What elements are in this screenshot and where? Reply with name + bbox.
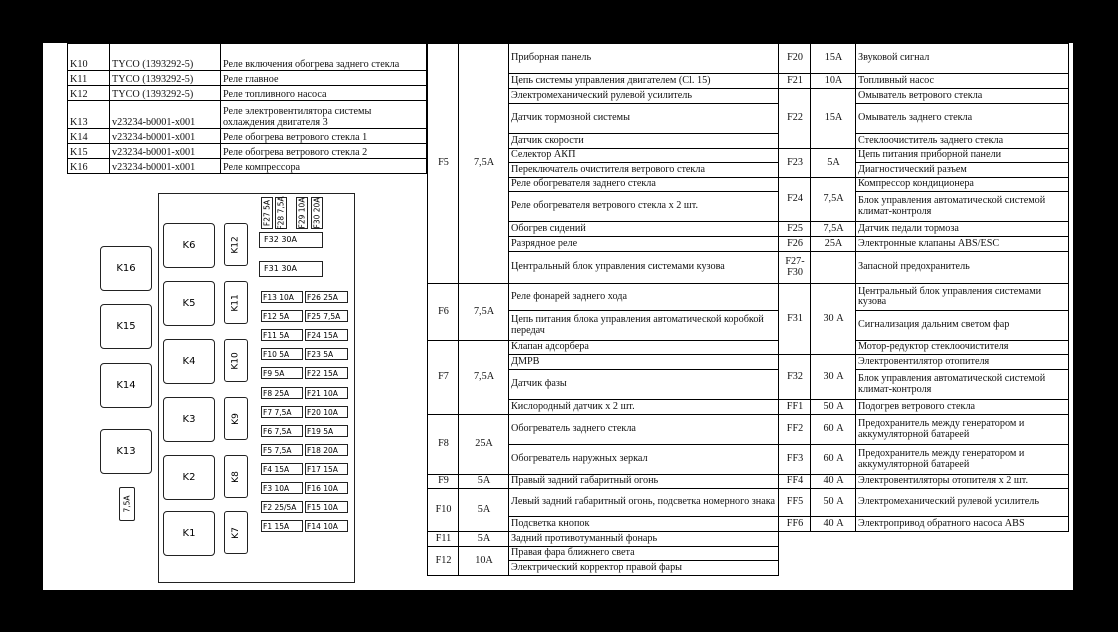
fuse-id: FF4 [779,475,811,489]
mini-fuse: F24 15A [305,329,348,341]
fuse-circuit: Электрический корректор правой фары [509,561,779,576]
relay-k10 [224,339,248,382]
mini-fuse: F19 5A [305,425,348,437]
relay-part: TYCO (1393292-5) [110,71,221,86]
mini-fuse: F3 10A [261,482,303,494]
mini-fuse: F22 15A [305,367,348,379]
fuse-amp: 25А [459,415,509,475]
fuse-circuit: ДМРВ [509,355,779,370]
fuse-f31 [259,261,323,277]
fuse-circuit: Кислородный датчик х 2 шт. [509,400,779,415]
fuse-circuit: Обогрев сидений [509,222,779,237]
fuse-id: F22 [779,89,811,149]
fuse-amp: 40 А [811,517,856,532]
fuse-circuit: Омыватель ветрового стекла [856,89,1069,104]
relay-table [67,43,427,174]
relay-label: K9 [230,412,241,425]
mini-fuse: F15 10A [305,501,348,513]
fuse-label: F29 10A [297,197,307,229]
mini-fuse: F8 25A [261,387,303,399]
fuse-amp: 10А [459,547,509,576]
spare-fuse [119,487,135,521]
fuse-id: FF3 [779,445,811,475]
fuse-id: F31 [779,284,811,355]
table-row [68,71,427,86]
relay-label: K10 [230,351,241,370]
mini-fuse: F14 10A [305,520,348,532]
fuse-label: F27 5A [262,199,272,227]
relay-desc: Реле компрессора [221,159,427,174]
relay-part: v23234-b0001-x001 [110,129,221,144]
fuse-circuit: Цепь питания приборной панели [856,149,1069,163]
fuse-id: FF6 [779,517,811,532]
mini-fuse: F12 5A [261,310,303,322]
relay-label: K15 [116,321,136,332]
fuse-id: F6 [428,284,459,341]
relay-k9 [224,397,248,440]
fuse-circuit: Подсветка кнопок [509,517,779,532]
mini-fuse: F6 7,5A [261,425,303,437]
relay-k4 [163,339,215,384]
mini-fuse: F2 25/5A [261,501,303,513]
fuse-circuit: Центральный блок управления системами кузова [856,284,1069,311]
mini-fuse: F1 15A [261,520,303,532]
relay-label: K4 [182,356,196,367]
fuse-circuit: Блок управления автоматической системой климат-контроля [856,192,1069,222]
mini-fuse: F25 7,5A [305,310,348,322]
fuse-id: F24 [779,178,811,222]
relay-id: K10 [68,44,110,71]
fuse-circuit: Цепь системы управления двигателем (Cl. 15) [509,74,779,89]
relay-desc: Реле топливного насоса [221,86,427,101]
fuse-label: F30 20A [312,197,322,229]
fuse-amp: 7,5А [459,284,509,341]
fuse-circuit: Диагностический разъем [856,163,1069,178]
fuse-label: F28 7,5A [276,196,286,230]
table-row [68,129,427,144]
fuse-amp: 50 А [811,489,856,517]
fuse-circuit: Реле фонарей заднего хода [509,284,779,311]
fuse-id: F25 [779,222,811,237]
mini-fuse: F16 10A [305,482,348,494]
relay-label: K2 [182,472,196,483]
fuse-table-right [778,43,1069,532]
relay-k5 [163,281,215,326]
fuse-circuit: Датчик педали тормоза [856,222,1069,237]
fuse-id: F21 [779,74,811,89]
fuse-circuit: Мотор-редуктор стеклоочистителя [856,341,1069,355]
spare-fuse-label: 7,5A [122,495,132,513]
fuse-f27 [261,197,273,229]
mini-fuse: F26 25A [305,291,348,303]
relay-k1 [163,511,215,556]
relay-label: K6 [182,240,196,251]
fuse-amp: 7,5А [459,341,509,415]
fuse-id: FF5 [779,489,811,517]
table-row [68,86,427,101]
table-row [68,101,427,129]
fuse-id: FF2 [779,415,811,445]
fuse-id: F27-F30 [779,252,811,284]
fuse-circuit: Датчик фазы [509,370,779,400]
fuse-circuit: Электромеханический рулевой усилитель [509,89,779,104]
fuse-id: FF1 [779,400,811,415]
fuse-amp: 60 А [811,415,856,445]
fuse-amp: 5А [459,532,509,547]
relay-desc: Реле обогрева ветрового стекла 1 [221,129,427,144]
fuse-f28 [275,197,287,229]
table-row [68,144,427,159]
mini-fuse: F4 15A [261,463,303,475]
fuse-amp: 10А [811,74,856,89]
relay-k8 [224,455,248,498]
fuse-amp: 7,5А [811,222,856,237]
fuse-circuit: Электровентилятор отопителя [856,355,1069,370]
mini-fuse: F10 5A [261,348,303,360]
fuse-id: F8 [428,415,459,475]
relay-label: K16 [116,263,136,274]
relay-id: K12 [68,86,110,101]
fuse-amp: 5А [811,149,856,178]
relay-label: K13 [116,446,136,457]
fuse-circuit: Подогрев ветрового стекла [856,400,1069,415]
fuse-box-diagram [95,191,355,583]
fuse-id: F11 [428,532,459,547]
relay-desc: Реле электровентилятора системы охлаждения двигателя 3 [221,101,427,129]
relay-label: K14 [116,380,136,391]
mini-fuse: F5 7,5A [261,444,303,456]
fuse-circuit: Клапан адсорбера [509,341,779,355]
fuse-label: F31 30A [264,264,297,273]
fuse-circuit: Сигнализация дальним светом фар [856,311,1069,341]
fuse-circuit: Правая фара ближнего света [509,547,779,561]
fuse-f30 [311,197,323,229]
fuse-id: F23 [779,149,811,178]
fuse-circuit: Переключатель очистителя ветрового стекла [509,163,779,178]
fuse-amp: 60 А [811,445,856,475]
relay-label: K7 [230,526,241,539]
mini-fuse: F13 10A [261,291,303,303]
fuse-id: F26 [779,237,811,252]
fuse-id: F7 [428,341,459,415]
fuse-circuit: Реле обогревателя ветрового стекла х 2 шт. [509,192,779,222]
fuse-table-middle [427,43,779,576]
relay-k7 [224,511,248,554]
mini-fuse: F9 5A [261,367,303,379]
fuse-circuit: Цепь питания блока управления автоматической коробкой передач [509,311,779,341]
relay-k12 [224,223,248,266]
fuse-f32 [259,232,323,248]
mini-fuse: F21 10A [305,387,348,399]
mini-fuse: F20 10A [305,406,348,418]
relay-k14 [100,363,152,408]
relay-part: v23234-b0001-x001 [110,159,221,174]
relay-k13 [100,429,152,474]
fuse-circuit: Стеклоочиститель заднего стекла [856,134,1069,149]
fuse-id: F9 [428,475,459,489]
fuse-circuit: Левый задний габаритный огонь, подсветка номерного знака [509,489,779,517]
fuse-amp: 15А [811,89,856,149]
mini-fuse: F23 5A [305,348,348,360]
fuse-circuit: Электромеханический рулевой усилитель [856,489,1069,517]
fuse-circuit: Топливный насос [856,74,1069,89]
relay-desc: Реле обогрева ветрового стекла 2 [221,144,427,159]
fuse-circuit: Звуковой сигнал [856,44,1069,74]
relay-part: v23234-b0001-x001 [110,101,221,129]
fuse-circuit: Обогреватель заднего стекла [509,415,779,445]
relay-part: v23234-b0001-x001 [110,144,221,159]
relay-label: K11 [230,293,241,312]
fuse-amp: 5А [459,475,509,489]
relay-label: K8 [230,470,241,483]
mini-fuse: F17 15A [305,463,348,475]
relay-id: K15 [68,144,110,159]
fuse-amp: 25А [811,237,856,252]
fuse-f29 [296,197,308,229]
fuse-id: F5 [428,44,459,284]
fuse-circuit: Датчик тормозной системы [509,104,779,134]
fuse-circuit: Запасной предохранитель [856,252,1069,284]
table-row [68,159,427,174]
fuse-circuit: Селектор АКП [509,149,779,163]
relay-k16 [100,246,152,291]
relay-id: K11 [68,71,110,86]
relay-k11 [224,281,248,324]
fuse-circuit: Электропривод обратного насоса ABS [856,517,1069,532]
fuse-id: F12 [428,547,459,576]
mini-fuse: F7 7,5A [261,406,303,418]
fuse-circuit: Приборная панель [509,44,779,74]
fuse-amp: 50 А [811,400,856,415]
fuse-circuit: Разрядное реле [509,237,779,252]
relay-label: K12 [230,235,241,254]
fuse-circuit: Обогреватель наружных зеркал [509,445,779,475]
relay-part: TYCO (1393292-5) [110,86,221,101]
relay-k6 [163,223,215,268]
fuse-circuit: Реле обогревателя заднего стекла [509,178,779,192]
relay-k3 [163,397,215,442]
relay-id: K13 [68,101,110,129]
fuse-amp: 30 А [811,355,856,400]
fuse-amp: 7,5А [459,44,509,284]
fuse-label: F32 30A [264,235,297,244]
relay-label: K1 [182,528,196,539]
fuse-id: F10 [428,489,459,532]
fuse-circuit: Электровентиляторы отопителя х 2 шт. [856,475,1069,489]
fuse-amp: 7,5А [811,178,856,222]
fuse-amp [811,252,856,284]
relay-k15 [100,304,152,349]
relay-id: K14 [68,129,110,144]
relay-id: K16 [68,159,110,174]
relay-label: K5 [182,298,196,309]
mini-fuse: F18 20A [305,444,348,456]
fuse-amp: 15А [811,44,856,74]
table-row [68,44,427,71]
mini-fuse: F11 5A [261,329,303,341]
fuse-amp: 30 А [811,284,856,355]
fuse-circuit: Центральный блок управления системами кузова [509,252,779,284]
fuse-document-page [43,43,1073,590]
fuse-circuit: Омыватель заднего стекла [856,104,1069,134]
fuse-amp: 40 А [811,475,856,489]
fuse-circuit: Правый задний габаритный огонь [509,475,779,489]
fuse-circuit: Электронные клапаны ABS/ESC [856,237,1069,252]
fuse-id: F20 [779,44,811,74]
fuse-amp: 5А [459,489,509,532]
relay-desc: Реле включения обогрева заднего стекла [221,44,427,71]
fuse-circuit: Предохранитель между генератором и аккумуляторной батареей [856,415,1069,445]
fuse-id: F32 [779,355,811,400]
relay-k2 [163,455,215,500]
fuse-circuit: Датчик скорости [509,134,779,149]
fuse-circuit: Задний противотуманный фонарь [509,532,779,547]
fuse-circuit: Компрессор кондиционера [856,178,1069,192]
relay-label: K3 [182,414,196,425]
fuse-circuit: Предохранитель между генератором и аккумуляторной батареей [856,445,1069,475]
relay-desc: Реле главное [221,71,427,86]
fuse-circuit: Блок управления автоматической системой климат-контроля [856,370,1069,400]
relay-part: TYCO (1393292-5) [110,44,221,71]
